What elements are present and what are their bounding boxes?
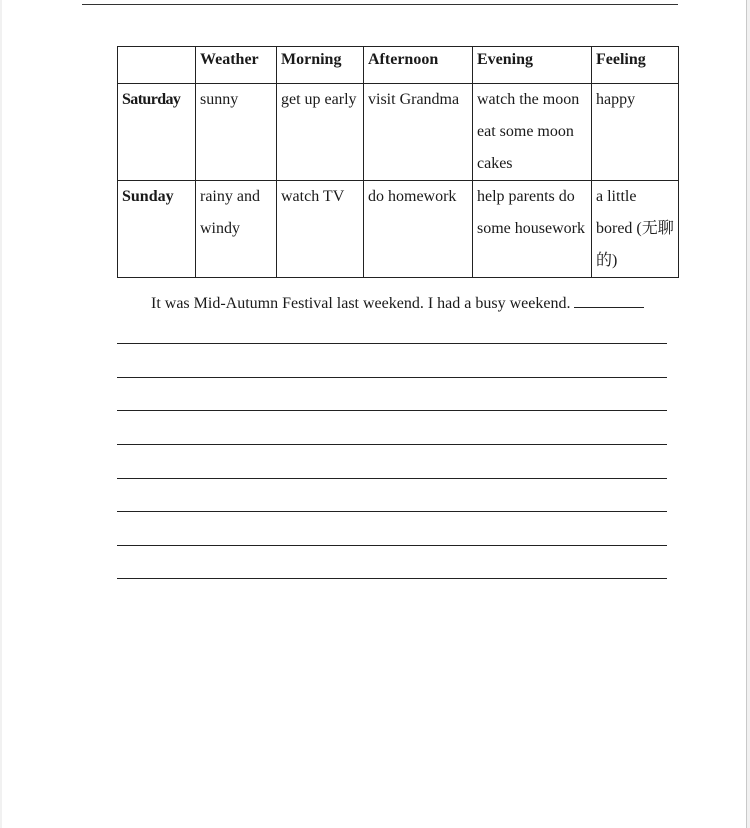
cell-evening: help parents do some housework xyxy=(473,181,592,278)
cell-feeling: a little bored (无聊的) xyxy=(592,181,679,278)
header-weather: Weather xyxy=(196,47,277,84)
writing-line[interactable] xyxy=(117,578,667,579)
day-sunday: Sunday xyxy=(118,181,196,278)
table-row xyxy=(118,84,679,181)
intro-blank-line[interactable] xyxy=(574,293,644,308)
weekend-plan-table xyxy=(117,46,679,278)
cell-afternoon: visit Grandma xyxy=(364,84,473,181)
writing-line[interactable] xyxy=(117,343,667,344)
writing-line[interactable] xyxy=(117,410,667,411)
writing-line[interactable] xyxy=(117,511,667,512)
header-cell-blank xyxy=(118,47,196,84)
table-row xyxy=(118,181,679,278)
writing-line[interactable] xyxy=(117,377,667,378)
cell-evening: watch the moon eat some moon cakes xyxy=(473,84,592,181)
cell-morning: watch TV xyxy=(277,181,364,278)
cell-morning: get up early xyxy=(277,84,364,181)
composition-intro xyxy=(151,293,644,313)
writing-line[interactable] xyxy=(117,478,667,479)
writing-line[interactable] xyxy=(117,545,667,546)
header-feeling: Feeling xyxy=(592,47,679,84)
table-header-row xyxy=(118,47,679,84)
header-morning: Morning xyxy=(277,47,364,84)
day-saturday: Saturday xyxy=(118,84,196,181)
header-evening: Evening xyxy=(473,47,592,84)
cell-weather: rainy and windy xyxy=(196,181,277,278)
cell-weather: sunny xyxy=(196,84,277,181)
writing-line[interactable] xyxy=(117,444,667,445)
cell-feeling: happy xyxy=(592,84,679,181)
header-afternoon: Afternoon xyxy=(364,47,473,84)
cropped-header-text xyxy=(228,0,538,3)
cell-afternoon: do homework xyxy=(364,181,473,278)
header-rule xyxy=(82,4,678,5)
composition-intro-text: It was Mid-Autumn Festival last weekend. I had a busy weekend. xyxy=(151,295,571,312)
